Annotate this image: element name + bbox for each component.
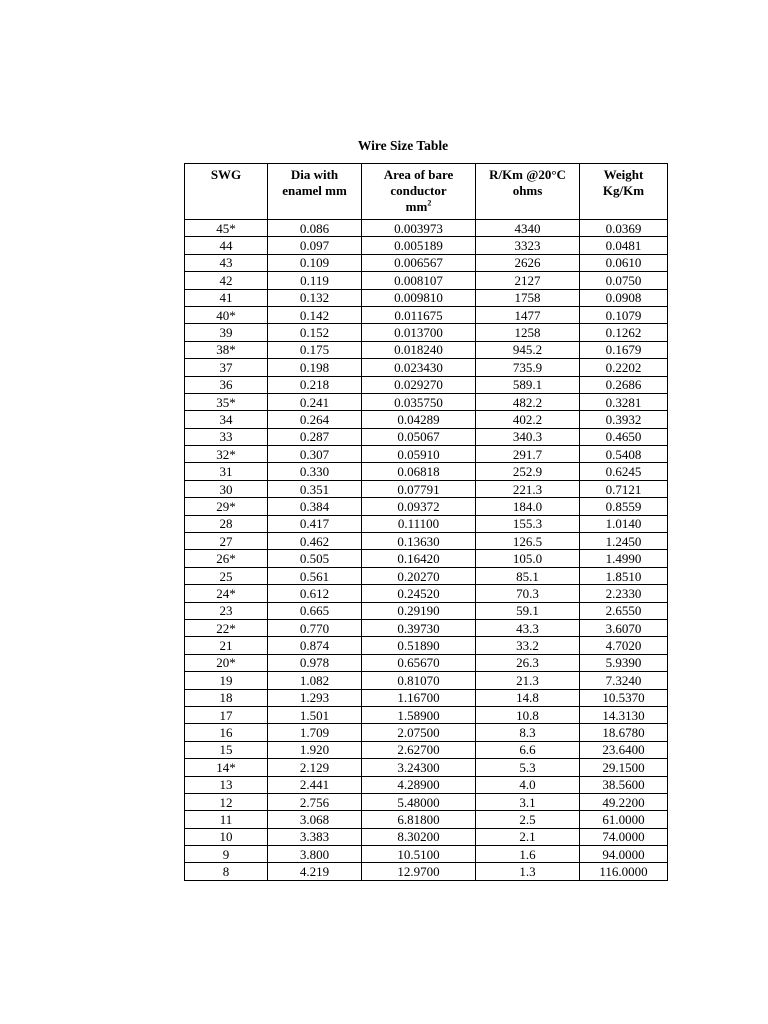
area-cell: 0.29190 (362, 602, 476, 619)
header-weight (580, 164, 668, 220)
table-row (185, 846, 668, 863)
swg-cell: 20* (185, 654, 268, 671)
swg-cell: 12 (185, 793, 268, 810)
diameter-cell: 3.383 (268, 828, 362, 845)
table-row (185, 341, 668, 358)
table-row (185, 724, 668, 741)
table-row (185, 689, 668, 706)
area-cell: 0.035750 (362, 393, 476, 410)
swg-cell: 11 (185, 811, 268, 828)
resistance-cell: 252.9 (476, 463, 580, 480)
swg-cell: 17 (185, 706, 268, 723)
weight-cell: 3.6070 (580, 619, 668, 636)
resistance-cell: 482.2 (476, 393, 580, 410)
weight-cell: 38.5600 (580, 776, 668, 793)
table-row (185, 254, 668, 271)
weight-cell: 1.8510 (580, 567, 668, 584)
table-row (185, 793, 668, 810)
table-row (185, 776, 668, 793)
diameter-cell: 0.462 (268, 533, 362, 550)
area-cell: 0.011675 (362, 306, 476, 323)
resistance-cell: 2127 (476, 272, 580, 289)
weight-cell: 74.0000 (580, 828, 668, 845)
weight-cell: 0.0750 (580, 272, 668, 289)
weight-cell: 18.6780 (580, 724, 668, 741)
resistance-cell: 1.3 (476, 863, 580, 880)
weight-cell: 1.4990 (580, 550, 668, 567)
area-cell: 12.9700 (362, 863, 476, 880)
diameter-cell: 2.129 (268, 759, 362, 776)
swg-cell: 44 (185, 237, 268, 254)
diameter-cell: 4.219 (268, 863, 362, 880)
area-cell: 0.81070 (362, 672, 476, 689)
swg-cell: 34 (185, 411, 268, 428)
area-cell: 0.06818 (362, 463, 476, 480)
resistance-cell: 33.2 (476, 637, 580, 654)
diameter-cell: 0.152 (268, 324, 362, 341)
resistance-cell: 10.8 (476, 706, 580, 723)
weight-cell: 0.8559 (580, 498, 668, 515)
header-diameter-line-2: enamel mm (282, 183, 347, 198)
weight-cell: 1.2450 (580, 533, 668, 550)
diameter-cell: 1.920 (268, 741, 362, 758)
resistance-cell: 1258 (476, 324, 580, 341)
diameter-cell: 1.501 (268, 706, 362, 723)
weight-cell: 0.3932 (580, 411, 668, 428)
area-cell: 0.11100 (362, 515, 476, 532)
diameter-cell: 0.109 (268, 254, 362, 271)
table-row (185, 654, 668, 671)
resistance-cell: 26.3 (476, 654, 580, 671)
table-row (185, 533, 668, 550)
area-cell: 2.62700 (362, 741, 476, 758)
resistance-cell: 4.0 (476, 776, 580, 793)
resistance-cell: 1.6 (476, 846, 580, 863)
diameter-cell: 0.241 (268, 393, 362, 410)
resistance-cell: 2.1 (476, 828, 580, 845)
diameter-cell: 0.307 (268, 446, 362, 463)
diameter-cell: 0.505 (268, 550, 362, 567)
weight-cell: 0.7121 (580, 480, 668, 497)
table-row (185, 706, 668, 723)
swg-cell: 29* (185, 498, 268, 515)
table-row (185, 359, 668, 376)
table-row (185, 289, 668, 306)
diameter-cell: 0.384 (268, 498, 362, 515)
swg-cell: 26* (185, 550, 268, 567)
diameter-cell: 0.218 (268, 376, 362, 393)
swg-cell: 31 (185, 463, 268, 480)
diameter-cell: 1.293 (268, 689, 362, 706)
header-resistance-line-1: R/Km @20°C (489, 167, 566, 182)
diameter-cell: 0.142 (268, 306, 362, 323)
resistance-cell: 402.2 (476, 411, 580, 428)
resistance-cell: 43.3 (476, 619, 580, 636)
header-weight-line-2: Kg/Km (602, 183, 645, 198)
swg-cell: 41 (185, 289, 268, 306)
swg-cell: 36 (185, 376, 268, 393)
weight-cell: 94.0000 (580, 846, 668, 863)
weight-cell: 29.1500 (580, 759, 668, 776)
table-row (185, 759, 668, 776)
header-area (362, 164, 476, 220)
table-row (185, 480, 668, 497)
resistance-cell: 184.0 (476, 498, 580, 515)
weight-cell: 0.1679 (580, 341, 668, 358)
table-row (185, 863, 668, 880)
weight-cell: 116.0000 (580, 863, 668, 880)
weight-cell: 0.2686 (580, 376, 668, 393)
diameter-cell: 0.132 (268, 289, 362, 306)
table-row (185, 393, 668, 410)
diameter-cell: 0.287 (268, 428, 362, 445)
resistance-cell: 291.7 (476, 446, 580, 463)
area-cell: 0.39730 (362, 619, 476, 636)
weight-cell: 1.0140 (580, 515, 668, 532)
swg-cell: 27 (185, 533, 268, 550)
weight-cell: 0.0908 (580, 289, 668, 306)
area-cell: 0.05067 (362, 428, 476, 445)
table-row (185, 741, 668, 758)
swg-cell: 22* (185, 619, 268, 636)
diameter-cell: 3.068 (268, 811, 362, 828)
swg-cell: 43 (185, 254, 268, 271)
resistance-cell: 70.3 (476, 585, 580, 602)
area-cell: 10.5100 (362, 846, 476, 863)
table-row (185, 515, 668, 532)
area-cell: 0.65670 (362, 654, 476, 671)
table-title: Wire Size Table (357, 138, 449, 153)
area-cell: 0.029270 (362, 376, 476, 393)
table-row (185, 637, 668, 654)
table-header-row (185, 164, 668, 220)
area-cell: 0.05910 (362, 446, 476, 463)
wire-size-table (184, 163, 668, 881)
table-row (185, 585, 668, 602)
header-resistance (476, 164, 580, 220)
diameter-cell: 0.978 (268, 654, 362, 671)
table-row (185, 446, 668, 463)
diameter-cell: 0.874 (268, 637, 362, 654)
area-cell: 0.018240 (362, 341, 476, 358)
swg-cell: 33 (185, 428, 268, 445)
resistance-cell: 1758 (476, 289, 580, 306)
resistance-cell: 2.5 (476, 811, 580, 828)
table-row (185, 411, 668, 428)
resistance-cell: 5.3 (476, 759, 580, 776)
swg-cell: 23 (185, 602, 268, 619)
weight-cell: 23.6400 (580, 741, 668, 758)
table-body (185, 220, 668, 881)
resistance-cell: 6.6 (476, 741, 580, 758)
area-cell: 0.023430 (362, 359, 476, 376)
resistance-cell: 735.9 (476, 359, 580, 376)
resistance-cell: 8.3 (476, 724, 580, 741)
weight-cell: 0.5408 (580, 446, 668, 463)
area-cell: 5.48000 (362, 793, 476, 810)
swg-cell: 32* (185, 446, 268, 463)
resistance-cell: 85.1 (476, 567, 580, 584)
area-cell: 0.24520 (362, 585, 476, 602)
table-row (185, 567, 668, 584)
header-swg (185, 164, 268, 220)
diameter-cell: 0.612 (268, 585, 362, 602)
area-cell: 3.24300 (362, 759, 476, 776)
swg-cell: 39 (185, 324, 268, 341)
header-resistance-line-2: ohms (512, 183, 543, 198)
header-swg-line: SWG (210, 167, 242, 182)
swg-cell: 45* (185, 220, 268, 237)
header-diameter (268, 164, 362, 220)
diameter-cell: 1.709 (268, 724, 362, 741)
swg-cell: 18 (185, 689, 268, 706)
diameter-cell: 0.417 (268, 515, 362, 532)
area-cell: 0.005189 (362, 237, 476, 254)
header-area-line-1: Area of bare (383, 167, 454, 182)
resistance-cell: 3.1 (476, 793, 580, 810)
resistance-cell: 340.3 (476, 428, 580, 445)
table-row (185, 672, 668, 689)
resistance-cell: 2626 (476, 254, 580, 271)
diameter-cell: 2.756 (268, 793, 362, 810)
weight-cell: 7.3240 (580, 672, 668, 689)
table-row (185, 550, 668, 567)
diameter-cell: 0.330 (268, 463, 362, 480)
weight-cell: 0.0369 (580, 220, 668, 237)
weight-cell: 0.4650 (580, 428, 668, 445)
area-cell: 0.003973 (362, 220, 476, 237)
swg-cell: 14* (185, 759, 268, 776)
header-weight-line-1: Weight (603, 167, 644, 182)
area-cell: 2.07500 (362, 724, 476, 741)
weight-cell: 0.6245 (580, 463, 668, 480)
table-row (185, 237, 668, 254)
table-row (185, 376, 668, 393)
area-cell: 0.16420 (362, 550, 476, 567)
header-diameter-line-1: Dia with (290, 167, 339, 182)
weight-cell: 2.6550 (580, 602, 668, 619)
swg-cell: 28 (185, 515, 268, 532)
table-row (185, 811, 668, 828)
diameter-cell: 0.198 (268, 359, 362, 376)
resistance-cell: 126.5 (476, 533, 580, 550)
resistance-cell: 3323 (476, 237, 580, 254)
resistance-cell: 14.8 (476, 689, 580, 706)
diameter-cell: 0.175 (268, 341, 362, 358)
table-row (185, 602, 668, 619)
weight-cell: 0.0610 (580, 254, 668, 271)
resistance-cell: 105.0 (476, 550, 580, 567)
resistance-cell: 21.3 (476, 672, 580, 689)
header-area-unit-exponent: 2 (427, 198, 432, 208)
table-row (185, 828, 668, 845)
area-cell: 0.51890 (362, 637, 476, 654)
weight-cell: 2.2330 (580, 585, 668, 602)
area-cell: 0.008107 (362, 272, 476, 289)
area-cell: 0.07791 (362, 480, 476, 497)
table-row (185, 428, 668, 445)
resistance-cell: 221.3 (476, 480, 580, 497)
diameter-cell: 0.264 (268, 411, 362, 428)
area-cell: 0.09372 (362, 498, 476, 515)
diameter-cell: 3.800 (268, 846, 362, 863)
diameter-cell: 0.119 (268, 272, 362, 289)
table-row (185, 220, 668, 237)
area-cell: 4.28900 (362, 776, 476, 793)
table-row (185, 463, 668, 480)
table-row (185, 498, 668, 515)
diameter-cell: 0.351 (268, 480, 362, 497)
swg-cell: 15 (185, 741, 268, 758)
swg-cell: 16 (185, 724, 268, 741)
area-cell: 0.006567 (362, 254, 476, 271)
area-cell: 0.04289 (362, 411, 476, 428)
weight-cell: 0.2202 (580, 359, 668, 376)
diameter-cell: 0.086 (268, 220, 362, 237)
weight-cell: 0.0481 (580, 237, 668, 254)
swg-cell: 38* (185, 341, 268, 358)
table-row (185, 619, 668, 636)
swg-cell: 24* (185, 585, 268, 602)
table-row (185, 306, 668, 323)
resistance-cell: 155.3 (476, 515, 580, 532)
resistance-cell: 1477 (476, 306, 580, 323)
area-cell: 1.16700 (362, 689, 476, 706)
weight-cell: 61.0000 (580, 811, 668, 828)
swg-cell: 10 (185, 828, 268, 845)
area-cell: 1.58900 (362, 706, 476, 723)
header-area-line-2: conductor (390, 183, 447, 198)
table-row (185, 324, 668, 341)
header-area-unit-base: mm (405, 199, 428, 214)
swg-cell: 13 (185, 776, 268, 793)
table-row (185, 272, 668, 289)
area-cell: 0.20270 (362, 567, 476, 584)
weight-cell: 14.3130 (580, 706, 668, 723)
weight-cell: 4.7020 (580, 637, 668, 654)
resistance-cell: 589.1 (476, 376, 580, 393)
swg-cell: 9 (185, 846, 268, 863)
weight-cell: 49.2200 (580, 793, 668, 810)
diameter-cell: 1.082 (268, 672, 362, 689)
swg-cell: 42 (185, 272, 268, 289)
swg-cell: 30 (185, 480, 268, 497)
swg-cell: 21 (185, 637, 268, 654)
diameter-cell: 0.665 (268, 602, 362, 619)
weight-cell: 0.1262 (580, 324, 668, 341)
area-cell: 8.30200 (362, 828, 476, 845)
swg-cell: 8 (185, 863, 268, 880)
resistance-cell: 59.1 (476, 602, 580, 619)
swg-cell: 37 (185, 359, 268, 376)
resistance-cell: 4340 (476, 220, 580, 237)
area-cell: 0.009810 (362, 289, 476, 306)
diameter-cell: 0.770 (268, 619, 362, 636)
weight-cell: 0.1079 (580, 306, 668, 323)
header-area-unit (362, 199, 475, 215)
resistance-cell: 945.2 (476, 341, 580, 358)
diameter-cell: 0.561 (268, 567, 362, 584)
area-cell: 6.81800 (362, 811, 476, 828)
swg-cell: 25 (185, 567, 268, 584)
weight-cell: 0.3281 (580, 393, 668, 410)
weight-cell: 5.9390 (580, 654, 668, 671)
diameter-cell: 2.441 (268, 776, 362, 793)
swg-cell: 19 (185, 672, 268, 689)
area-cell: 0.013700 (362, 324, 476, 341)
swg-cell: 40* (185, 306, 268, 323)
diameter-cell: 0.097 (268, 237, 362, 254)
weight-cell: 10.5370 (580, 689, 668, 706)
swg-cell: 35* (185, 393, 268, 410)
area-cell: 0.13630 (362, 533, 476, 550)
